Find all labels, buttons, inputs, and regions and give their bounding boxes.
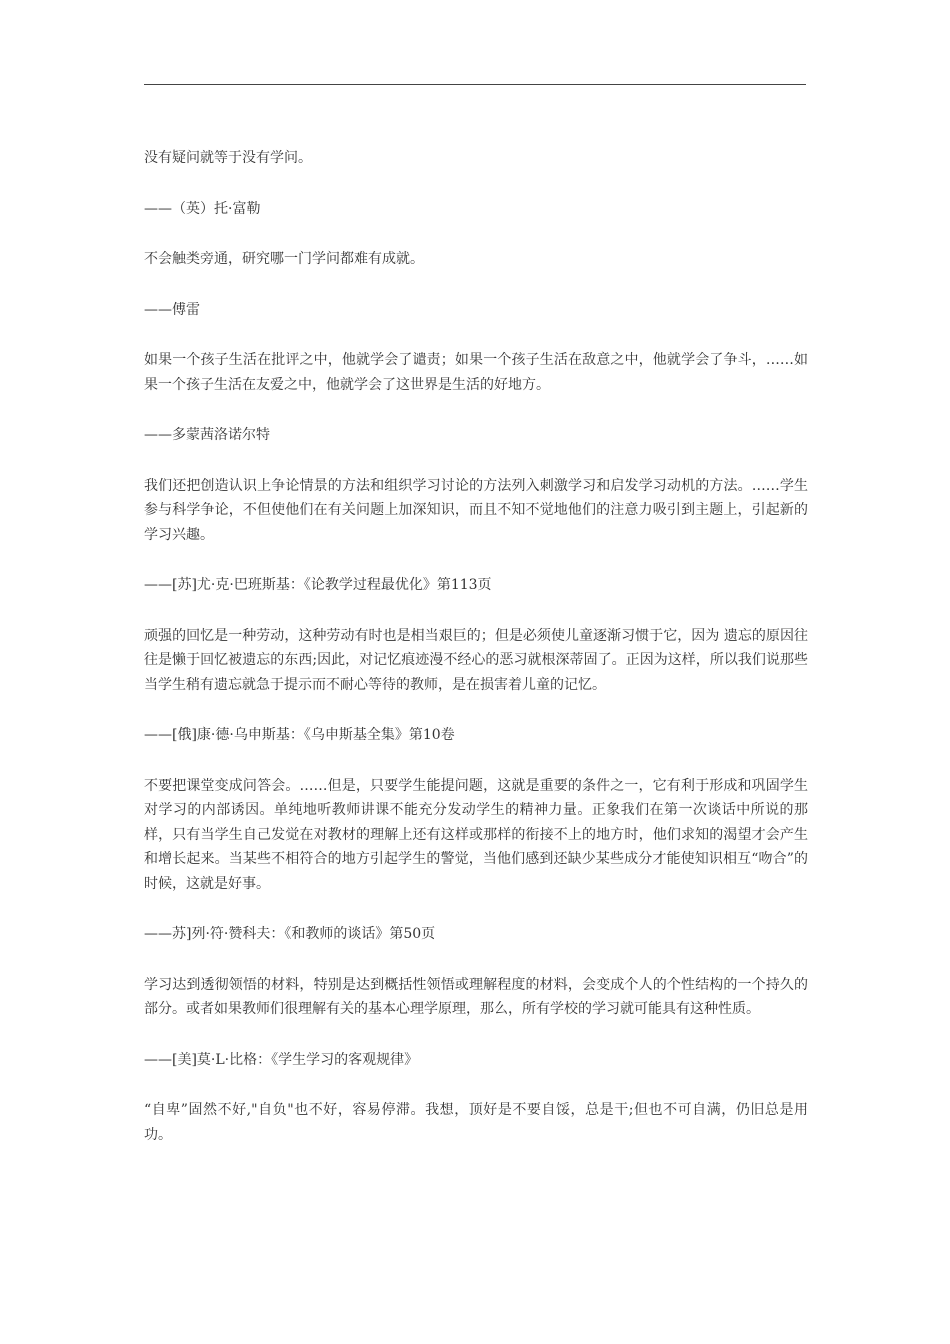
- quote-text: 我们还把创造认识上争论情景的方法和组织学习讨论的方法列入刺激学习和启发学习动机的方法。……学生参与科学争论，不但使他们在有关问题上加深知识，而且不知不觉地他们的注意力吸引到主题上，引起新的学习兴趣。: [144, 477, 808, 543]
- quote-text: 学习达到透彻领悟的材料，特别是达到概括性领悟或理解程度的材料，会变成个人的个性结构的一个持久的部分。或者如果教师们很理解有关的基本心理学原理，那么，所有学校的学习就可能具有这种性质。: [144, 976, 808, 1017]
- quote-attribution: ——傅雷: [144, 301, 200, 318]
- quote-text: 不要把课堂变成问答会。……但是，只要学生能提问题，这就是重要的条件之一，它有利于形成和巩固学生对学习的内部诱因。单纯地听教师讲课不能充分发动学生的精神力量。正象我们在第一次谈话中所说的那样，只有当学生自己发觉在对教材的理解上还有这样或那样的衔接不上的地方时，他们求知的渴望才会产生和增长起来。当某些不相符合的地方引起学生的警觉，当他们感到还缺少某些成分才能使知识相互“吻合”的时候，这就是好事。: [144, 777, 808, 892]
- header-rule: [144, 84, 806, 85]
- quote-attribution: ——苏]列·符·赞科夫：《和教师的谈话》第50页: [144, 926, 436, 942]
- document-body: [144, 146, 808, 1147]
- quote-text: 如果一个孩子生活在批评之中，他就学会了谴责；如果一个孩子生活在敌意之中，他就学会了争斗，……如果一个孩子生活在友爱之中，他就学会了这世界是生活的好地方。: [144, 352, 808, 393]
- quote-text: 顽强的回忆是一种劳动，这种劳动有时也是相当艰巨的；但是必须使儿童逐渐习惯于它，因为 遗忘的原因往往是懒于回忆被遗忘的东西;因此，对记忆痕迹漫不经心的恶习就根深蒂固了。正因为这样，所以我们说那些当学生稍有遗忘就急于提示而不耐心等待的教师，是在损害着儿童的记忆。: [144, 627, 808, 693]
- quote-attribution: ——（英）托·富勒: [144, 200, 261, 217]
- quote-attribution: ——[苏]尤·克·巴班斯基：《论教学过程最优化》第113页: [144, 577, 492, 593]
- quote-attribution: ——[俄]康·德·乌申斯基：《乌申斯基全集》第10卷: [144, 727, 455, 743]
- quote-attribution: ——[美]莫·L·比格：《学生学习的客观规律》: [144, 1051, 419, 1068]
- quote-text: 不会触类旁通，研究哪一门学问都难有成就。: [144, 251, 424, 267]
- quote-text: “自卑”固然不好,"自负"也不好，容易停滞。我想，顶好是不要自馁，总是干;但也不可自满，仍旧总是用功。: [144, 1102, 808, 1143]
- quote-text: 没有疑问就等于没有学问。: [144, 150, 312, 166]
- quote-attribution: ——多蒙茜洛诺尔特: [144, 427, 270, 443]
